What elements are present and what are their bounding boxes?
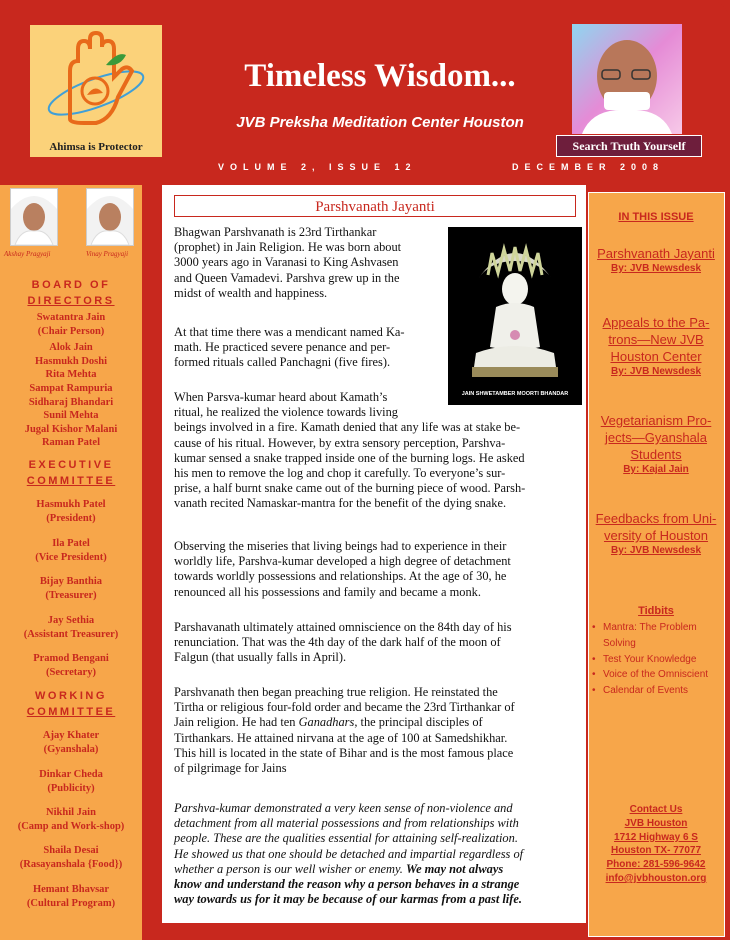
article-paragraph: At that time there was a mendicant named Ka- math. He practiced severe penance and per- formed rituals called Panchagni (five fires). <box>174 325 405 370</box>
board-member: Sidharaj Bhandari <box>28 396 114 408</box>
working-member: Ajay Khater (Gyanshala) <box>42 730 100 755</box>
tidbit-item[interactable]: Solving <box>603 637 636 649</box>
tidbits-list <box>592 620 722 699</box>
volume-issue: VOLUME 2, ISSUE 12 <box>218 162 417 172</box>
board-member: Sampat Rampuria <box>29 382 113 394</box>
right-sidebar <box>588 192 725 937</box>
contact-block: Contact Us JVB Houston 1712 Highway 6 S Houston TX- 77077 Phone: 281-596-9642 info@jvbhouston.org <box>589 803 723 886</box>
tidbit-item[interactable]: • Test Your Knowledge <box>592 652 722 668</box>
working-member: Dinkar Cheda (Publicity) <box>39 769 103 794</box>
newsletter-title: Timeless Wisdom... <box>244 58 516 94</box>
left-sidebar <box>0 185 142 940</box>
executive-member: Pramod Bengani (Secretary) <box>33 653 109 678</box>
article-paragraph: When Parsva-kumar heard about Kamath’s ritual, he realized the violence towards living beings involved in a fire. Kamath denied that any life was at stake be- cause of his ritual. However, by extra sensory perception, Parshva- kumar sensed a snake trapped inside one of the burning logs. He asked his men to remove the log and chop it carefully. To everyone’s sur- prise, a half burnt snake came out of the burning piece of wood. Parsh- vanath recited Namaskar-mantra for the benefit of the dying snake. <box>174 390 526 511</box>
executive-heading: COMMITTEE <box>26 475 116 487</box>
avatar-caption: Vinay Pragyaji <box>86 250 129 258</box>
portrait-icon <box>572 24 682 134</box>
toc-item[interactable]: Appeals to the Pa- trons—New JVB Houston Center By: JVB Newsdesk <box>602 315 710 377</box>
tidbits-heading: Tidbits <box>638 605 674 617</box>
email-link[interactable]: info@jvbhouston.org <box>605 872 707 884</box>
board-heading: BOARD OF <box>31 279 111 291</box>
toc-item[interactable]: Parshvanath Jayanti By: JVB Newsdesk <box>597 246 715 274</box>
board-member: (Chair Person) <box>37 325 105 337</box>
article-paragraph: Parshva-kumar demonstrated a very keen sense of non-violence and detachment from all material possessions and from relationships with people. These are the qualities essential for attaining self-realization. He showed us that one should be detached and impartial regardless of whether a person is our well wisher or enemy. We may not always know and understand the reason why a person behaves in a strange way towards us for it may be because of our karmas from a past life. <box>174 801 524 907</box>
board-member: Hasmukh Doshi <box>34 355 108 367</box>
parshvanath-idol-image <box>448 227 582 405</box>
executive-heading: EXECUTIVE <box>28 459 114 471</box>
board-member: Rita Mehta <box>45 369 97 381</box>
main-article <box>160 185 588 925</box>
masthead <box>0 0 730 185</box>
avatar-caption: Akshay Pragyaji <box>4 250 51 258</box>
board-member: Raman Patel <box>41 437 101 449</box>
executive-member: Ila Patel (Vice President) <box>35 538 107 563</box>
ahimsa-hand-icon <box>40 31 152 137</box>
tidbit-item[interactable]: • Voice of the Omniscient <box>592 667 722 683</box>
working-heading: COMMITTEE <box>26 706 116 718</box>
article-title: Parshvanath Jayanti <box>174 195 576 217</box>
idol-icon <box>448 227 582 387</box>
board-member: Alok Jain <box>49 342 93 354</box>
executive-member: Bijay Banthia (Treasurer) <box>39 576 103 601</box>
in-this-issue-heading: IN THIS ISSUE <box>618 211 694 223</box>
issue-date: DECEMBER 2008 <box>512 162 665 172</box>
avatar <box>86 188 134 246</box>
working-member: Nikhil Jain (Camp and Work-shop) <box>17 807 125 832</box>
working-member: Hemant Bhavsar (Cultural Program) <box>26 884 116 909</box>
image-caption: JAIN SHWETAMBER MOORTI BHANDAR <box>461 391 569 397</box>
board-heading: DIRECTORS <box>27 295 115 307</box>
executive-member: Hasmukh Patel (President) <box>36 499 106 524</box>
article-paragraph: Parshvanath then began preaching true religion. He reinstated the Tirtha or religious four-fold order and became the 23rd Tirthankar of Jain religion. He had ten Ganadhars, the principal disciples of Tirthankars. He attained nirvana at the age of 100 at Samedshikhar. This hill is located in the state of Bihar and is the most famous place of pilgrimage for Jains <box>174 685 515 776</box>
board-member: Sunil Mehta <box>43 410 99 422</box>
working-heading: WORKING <box>35 690 107 702</box>
board-member: Jugal Kishor Malani <box>24 423 118 435</box>
article-paragraph: Parshavanath ultimately attained omniscience on the 84th day of his renunciation. That was the 4th day of the dark half of the moon of Falgun (that usually falls in April). <box>174 620 512 665</box>
toc-item[interactable]: Feedbacks from Uni- versity of Houston By: JVB Newsdesk <box>595 511 717 556</box>
tidbit-item[interactable]: • Calendar of Events <box>592 683 722 699</box>
newsletter-subtitle: JVB Preksha Meditation Center Houston <box>236 114 524 131</box>
search-truth-tag: Search Truth Yourself <box>556 135 702 157</box>
article-paragraph: Observing the miseries that living beings had to experience in their worldly life, Parshva-kumar developed a high degree of detachment towards worldly possessions and relationships. At the age of 30, he renounced all his possessions and family and became a monk. <box>174 539 511 599</box>
logo-caption: Ahimsa is Protector <box>49 141 143 153</box>
article-paragraph: Bhagwan Parshvanath is 23rd Tirthankar (prophet) in Jain Religion. He was born about 3000 years ago in Varanasi to King Ashvasen and Queen Vamadevi. Parshva grew up in the midst of wealth and happiness. <box>174 225 402 300</box>
working-member: Shaila Desai (Rasayanshala {Food}) <box>19 845 123 870</box>
executive-member: Jay Sethia (Assistant Treasurer) <box>23 615 119 640</box>
board-member: Swatantra Jain <box>36 312 106 323</box>
toc-item[interactable]: Vegetarianism Pro- jects—Gyanshala Students By: Kajal Jain <box>600 413 712 475</box>
jain-logo <box>30 25 162 157</box>
board-list <box>0 311 142 450</box>
guru-portrait <box>572 24 682 134</box>
tidbit-item[interactable]: • Mantra: The Problem <box>592 620 722 636</box>
avatar <box>10 188 58 246</box>
